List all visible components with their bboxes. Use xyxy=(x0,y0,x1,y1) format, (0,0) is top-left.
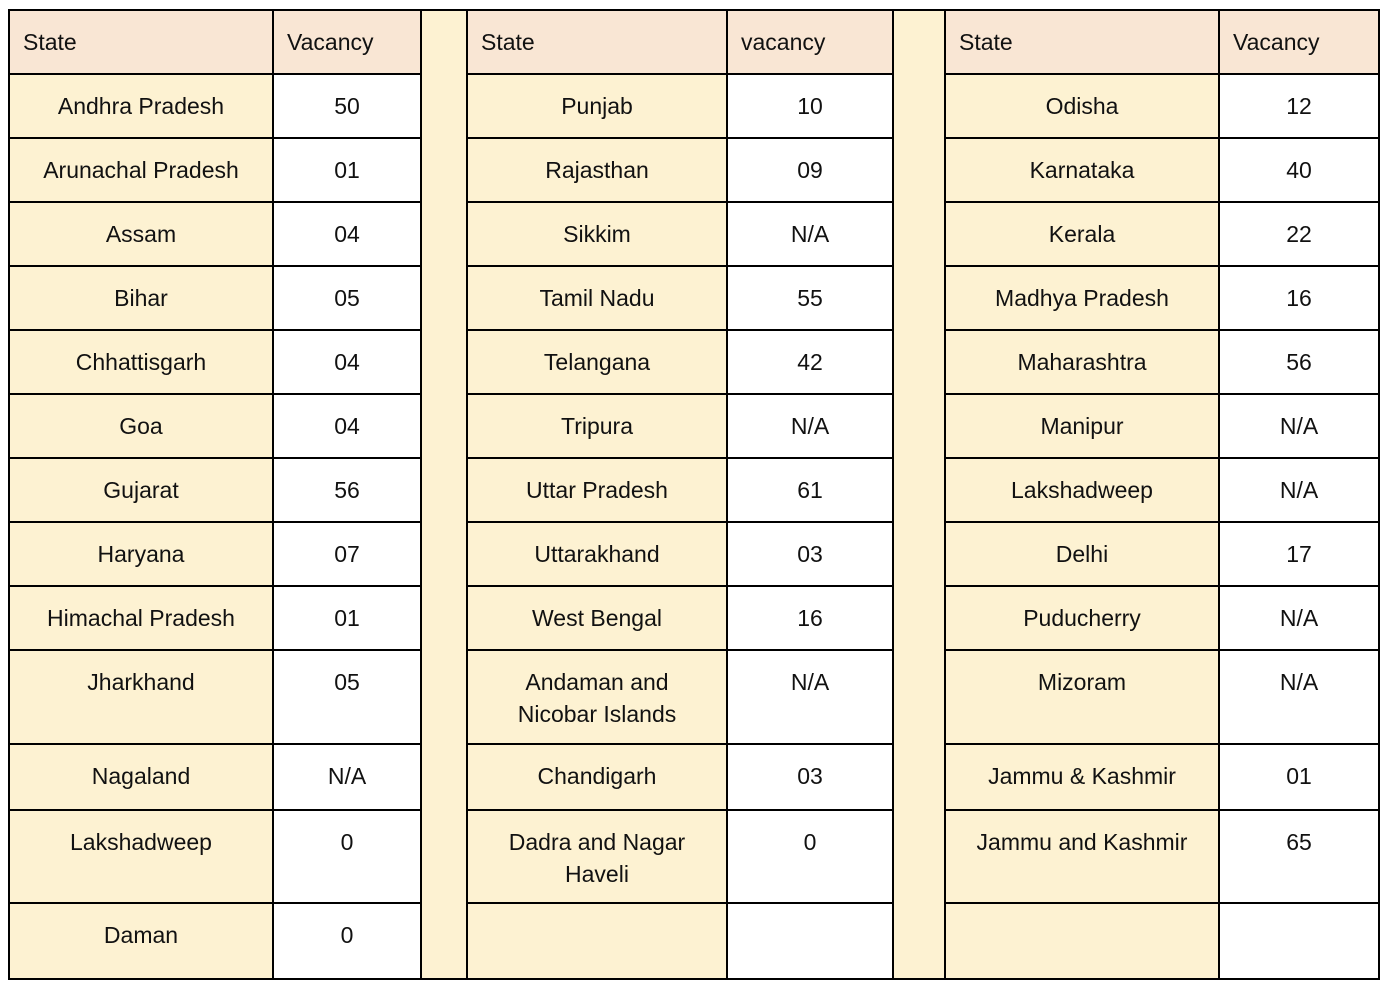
state-cell xyxy=(467,522,727,586)
state-cell xyxy=(467,458,727,522)
vacancy-cell xyxy=(1219,266,1379,330)
vacancy-count: 01 xyxy=(1286,763,1312,789)
state-cell xyxy=(945,394,1219,458)
table-row xyxy=(9,394,1379,458)
table-row xyxy=(9,810,1379,903)
state-cell xyxy=(467,810,727,903)
table-row xyxy=(9,74,1379,138)
state-name: Puducherry xyxy=(1023,605,1141,631)
column-header-vacancy: vacancy xyxy=(727,10,893,74)
state-vacancy-table xyxy=(8,9,1380,980)
state-name: Assam xyxy=(105,221,177,247)
vacancy-count: N/A xyxy=(1279,669,1319,695)
vacancy-cell xyxy=(727,458,893,522)
state-name: Chandigarh xyxy=(537,763,657,789)
vacancy-cell xyxy=(727,810,893,903)
state-name: Maharashtra xyxy=(1017,349,1147,375)
table-row xyxy=(9,522,1379,586)
state-cell xyxy=(945,138,1219,202)
vacancy-count: 04 xyxy=(334,413,360,439)
state-cell xyxy=(945,586,1219,650)
state-name: Gujarat xyxy=(103,477,179,503)
vacancy-cell xyxy=(1219,394,1379,458)
state-cell xyxy=(9,586,273,650)
vacancy-count: 05 xyxy=(334,285,360,311)
vacancy-count: N/A xyxy=(790,413,830,439)
vacancy-count: 40 xyxy=(1286,157,1312,183)
vacancy-count: 16 xyxy=(1286,285,1312,311)
state-cell xyxy=(945,810,1219,903)
state-name: Haryana xyxy=(97,541,185,567)
table-row xyxy=(9,903,1379,979)
state-cell xyxy=(945,74,1219,138)
vacancy-cell xyxy=(273,586,421,650)
state-cell xyxy=(945,650,1219,744)
column-header-vacancy: Vacancy xyxy=(1219,10,1379,74)
table-row xyxy=(9,650,1379,744)
table-row xyxy=(9,744,1379,810)
state-name: Sikkim xyxy=(563,221,631,247)
vacancy-count: 17 xyxy=(1286,541,1312,567)
vacancy-cell xyxy=(727,744,893,810)
state-name: Lakshadweep xyxy=(70,829,212,855)
vacancy-count: N/A xyxy=(1279,413,1319,439)
vacancy-cell xyxy=(273,330,421,394)
vacancy-cell xyxy=(727,522,893,586)
vacancy-count: 65 xyxy=(1286,829,1312,855)
vacancy-cell xyxy=(273,74,421,138)
state-name: Kerala xyxy=(1048,221,1116,247)
vacancy-cell xyxy=(273,903,421,979)
state-name: Bihar xyxy=(114,285,168,311)
state-name: Jharkhand xyxy=(87,669,195,695)
state-name: Tripura xyxy=(561,413,633,439)
column-header-state: State xyxy=(945,10,1219,74)
column-separator xyxy=(893,10,945,979)
vacancy-count: N/A xyxy=(1279,605,1319,631)
vacancy-count: 09 xyxy=(797,157,823,183)
column-header-vacancy: Vacancy xyxy=(273,10,421,74)
state-name: Delhi xyxy=(1055,541,1109,567)
state-cell xyxy=(9,74,273,138)
state-cell xyxy=(467,202,727,266)
vacancy-cell xyxy=(727,650,893,744)
state-name: Odisha xyxy=(1045,93,1119,119)
vacancy-count: 50 xyxy=(334,93,360,119)
table-row xyxy=(9,458,1379,522)
state-name: Andaman and Nicobar Islands xyxy=(517,669,677,727)
vacancy-cell xyxy=(273,744,421,810)
column-header-state: State xyxy=(467,10,727,74)
vacancy-count: N/A xyxy=(1279,477,1319,503)
vacancy-count: 0 xyxy=(340,829,354,855)
vacancy-count: 55 xyxy=(797,285,823,311)
vacancy-cell xyxy=(273,266,421,330)
state-name: Dadra and Nagar Haveli xyxy=(508,829,686,887)
vacancy-count: 01 xyxy=(334,157,360,183)
state-cell xyxy=(9,138,273,202)
column-header-state: State xyxy=(9,10,273,74)
vacancy-count: 16 xyxy=(797,605,823,631)
table-row xyxy=(9,138,1379,202)
header-row xyxy=(9,10,1379,74)
vacancy-cell xyxy=(273,522,421,586)
vacancy-count: N/A xyxy=(327,763,367,789)
vacancy-cell xyxy=(727,586,893,650)
state-cell xyxy=(9,458,273,522)
vacancy-cell xyxy=(1219,903,1379,979)
state-cell xyxy=(945,202,1219,266)
table-row xyxy=(9,202,1379,266)
vacancy-count: 0 xyxy=(340,922,354,948)
vacancy-cell xyxy=(273,394,421,458)
state-cell xyxy=(467,330,727,394)
vacancy-cell xyxy=(1219,458,1379,522)
state-cell xyxy=(467,394,727,458)
vacancy-count: 61 xyxy=(797,477,823,503)
state-cell xyxy=(9,522,273,586)
vacancy-count: 22 xyxy=(1286,221,1312,247)
state-name: Uttar Pradesh xyxy=(526,477,668,503)
vacancy-cell xyxy=(727,394,893,458)
vacancy-count: 12 xyxy=(1286,93,1312,119)
vacancy-cell xyxy=(1219,810,1379,903)
vacancy-count: 56 xyxy=(334,477,360,503)
vacancy-cell xyxy=(727,74,893,138)
vacancy-cell xyxy=(1219,522,1379,586)
state-name: Tamil Nadu xyxy=(539,285,655,311)
state-cell xyxy=(9,202,273,266)
state-name: Andhra Pradesh xyxy=(57,93,225,119)
state-name: Jammu & Kashmir xyxy=(988,763,1176,789)
state-cell xyxy=(467,650,727,744)
vacancy-cell xyxy=(1219,586,1379,650)
state-cell xyxy=(467,74,727,138)
vacancy-cell xyxy=(273,138,421,202)
vacancy-cell xyxy=(273,458,421,522)
state-cell xyxy=(467,586,727,650)
vacancy-count: 05 xyxy=(334,669,360,695)
state-name: Madhya Pradesh xyxy=(995,285,1169,311)
state-cell xyxy=(9,744,273,810)
state-cell xyxy=(9,903,273,979)
vacancy-cell xyxy=(1219,202,1379,266)
vacancy-cell xyxy=(273,810,421,903)
vacancy-cell xyxy=(1219,74,1379,138)
state-name: Manipur xyxy=(1040,413,1124,439)
vacancy-count: N/A xyxy=(790,669,830,695)
vacancy-count: 03 xyxy=(797,763,823,789)
vacancy-cell xyxy=(727,138,893,202)
vacancy-count: 03 xyxy=(797,541,823,567)
state-cell xyxy=(945,458,1219,522)
vacancy-cell xyxy=(273,650,421,744)
state-name: Punjab xyxy=(561,93,633,119)
state-name: West Bengal xyxy=(532,605,662,631)
table-row xyxy=(9,266,1379,330)
vacancy-count: 42 xyxy=(797,349,823,375)
state-cell xyxy=(467,903,727,979)
vacancy-count: 0 xyxy=(803,829,817,855)
vacancy-cell xyxy=(727,266,893,330)
vacancy-count: N/A xyxy=(790,221,830,247)
state-name: Himachal Pradesh xyxy=(47,605,235,631)
column-separator xyxy=(421,10,467,979)
state-name: Rajasthan xyxy=(545,157,649,183)
vacancy-cell xyxy=(727,330,893,394)
state-cell xyxy=(9,394,273,458)
state-name: Karnataka xyxy=(1029,157,1135,183)
state-cell xyxy=(945,266,1219,330)
state-cell xyxy=(467,138,727,202)
vacancy-count: 01 xyxy=(334,605,360,631)
vacancy-count: 07 xyxy=(334,541,360,567)
vacancy-cell xyxy=(727,202,893,266)
state-cell xyxy=(945,903,1219,979)
state-name: Telangana xyxy=(543,349,651,375)
vacancy-cell xyxy=(727,903,893,979)
state-cell xyxy=(945,744,1219,810)
state-cell xyxy=(945,522,1219,586)
state-name: Daman xyxy=(103,922,179,948)
vacancy-cell xyxy=(1219,650,1379,744)
state-name: Mizoram xyxy=(1037,669,1127,695)
state-cell xyxy=(467,266,727,330)
state-name: Chhattisgarh xyxy=(75,349,207,375)
state-name: Arunachal Pradesh xyxy=(43,157,239,183)
vacancy-count: 04 xyxy=(334,221,360,247)
state-cell xyxy=(9,810,273,903)
vacancy-cell xyxy=(1219,744,1379,810)
table-row xyxy=(9,330,1379,394)
vacancy-count: 04 xyxy=(334,349,360,375)
state-cell xyxy=(9,650,273,744)
vacancy-count: 10 xyxy=(797,93,823,119)
state-cell xyxy=(9,266,273,330)
vacancy-count: 56 xyxy=(1286,349,1312,375)
state-cell xyxy=(467,744,727,810)
vacancy-cell xyxy=(1219,330,1379,394)
state-cell xyxy=(945,330,1219,394)
state-name: Lakshadweep xyxy=(1011,477,1153,503)
vacancy-cell xyxy=(1219,138,1379,202)
table-row xyxy=(9,586,1379,650)
vacancy-cell xyxy=(273,202,421,266)
state-cell xyxy=(9,330,273,394)
state-name: Goa xyxy=(119,413,163,439)
state-name: Nagaland xyxy=(91,763,191,789)
state-name: Uttarakhand xyxy=(534,541,660,567)
state-name: Jammu and Kashmir xyxy=(976,829,1188,855)
